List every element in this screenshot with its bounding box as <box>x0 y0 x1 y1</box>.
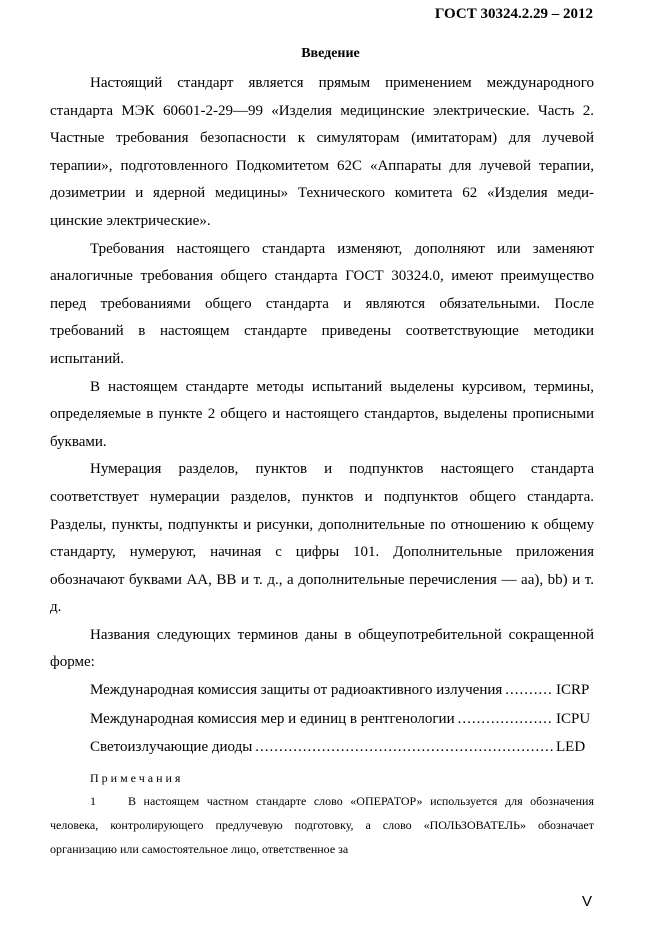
section-title: Введение <box>301 46 360 61</box>
note-item <box>50 789 594 861</box>
abbreviation-code: LED <box>556 739 586 756</box>
note-text: В настоящем частном стандарте слово «ОПЕРАТОР» используется для обозначения человека, контролирующего предлучевую подготовку, а слово «ПОЛЬЗОВАТЕЛЬ» обозначает организацию или самостоятельное лицо, ответственное за <box>50 793 594 856</box>
abbreviation-code: ICRP <box>556 682 590 699</box>
paragraph: Настоящий стандарт является прямым применением международного стандарта МЭК 60601-2-29—99 «Изделия медицинские электрические. Часть 2. Частные требования безопасности к симуляторам (имитаторам) для лучевой терапии», подготовленного Подкомитетом 62С «Аппараты для лучевой терапии, дозиметрии и ядерной медицины» Технического комитета 62 «Изделия меди-цинские электрические». <box>50 75 594 229</box>
abbreviation-term: Светоизлучающие диоды <box>90 739 253 756</box>
leader-dots <box>255 734 553 762</box>
paragraph: В настоящем стандарте методы испытаний выделены курсивом, термины, определяемые в пункте 2 общего и настоящего стандартов, выделены прописными буквами. <box>50 378 594 450</box>
abbreviation-term: Международная комиссия защиты от радиоактивного излучения <box>90 682 503 699</box>
notes-title: Примечания <box>90 770 184 785</box>
note-number: 1 <box>90 793 96 808</box>
standard-header: ГОСТ 30324.2.29 – 2012 <box>434 6 593 22</box>
paragraph: Нумерация разделов, пунктов и подпунктов настоящего стандарта соответствует нумерации разделов, пунктов и подпунктов общего стандарта. Разделы, пункты, подпункты и рисунки, дополнительные по отношению к общему стандарту, нумеруют, начиная с цифры 101. Дополнительные приложения обозначают буквами АА, ВВ и т. д., а дополнительные перечисления — аа), bb) и т. д. <box>50 461 594 616</box>
abbreviation-row <box>50 677 594 706</box>
abbreviation-row <box>50 734 594 763</box>
abbreviation-code: ICPU <box>556 710 591 727</box>
paragraph: Требования настоящего стандарта изменяют, дополняют или заменяют аналогичные требования общего стандарта ГОСТ 30324.0, имеют преимущество перед требованиями общего стандарта и являются обязательными. После требований в настоящем стандарте приведены соответствующие методики испытаний. <box>50 240 594 367</box>
paragraph: Названия следующих терминов даны в общеупотребительной сокращенной форме: <box>50 626 594 671</box>
leader-dots <box>458 706 553 734</box>
leader-dots <box>505 677 553 705</box>
document-body <box>50 70 594 861</box>
abbreviation-term: Международная комиссия мер и единиц в рентгенологии <box>90 710 455 727</box>
abbreviation-row <box>50 706 594 735</box>
page-number: V <box>581 893 592 910</box>
